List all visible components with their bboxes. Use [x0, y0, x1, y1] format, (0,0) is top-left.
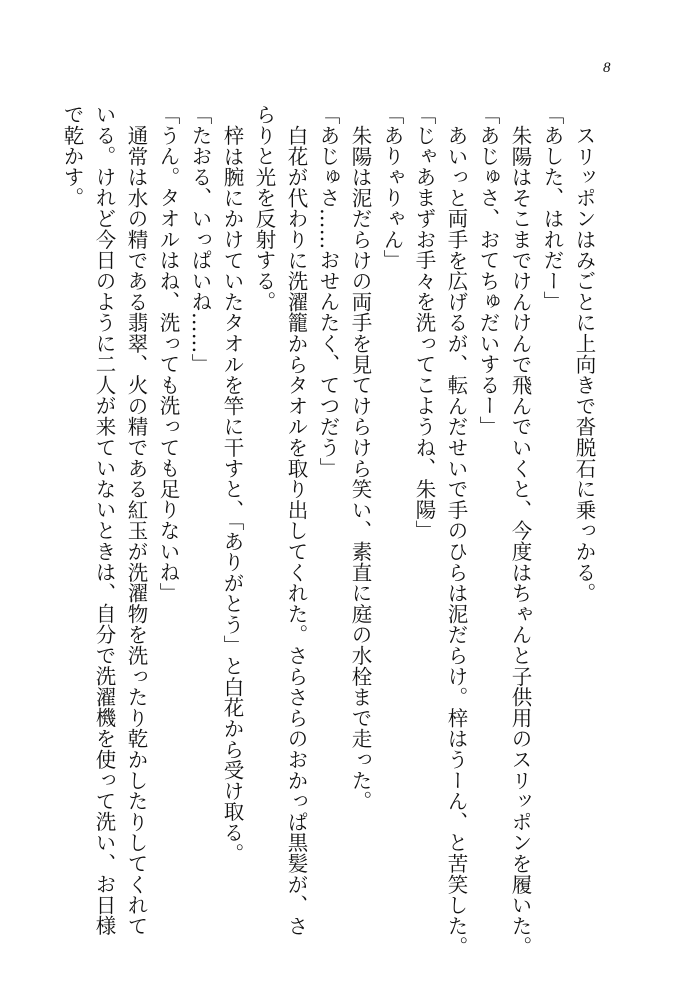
text-line: 「あじゅさ……おせんたく、てつだう」	[316, 104, 340, 479]
text-line: 白花が代わりに洗濯籠からタオルを取り出してくれた。さらさらのおかっぱ黒髪が、さ	[284, 124, 308, 936]
text-line: あいっと両手を広げるが、転んだせいで手のひらは泥だらけ。梓はうーん、と苦笑した。	[444, 124, 468, 957]
vertical-text-body	[56, 104, 600, 984]
page-number: 8	[603, 60, 611, 76]
text-line: らりと光を反射する。	[252, 104, 276, 312]
text-line: 「あした、はれだー」	[540, 104, 564, 312]
text-line: 「うん。タオルはね、洗っても洗っても足りないね」	[156, 104, 180, 604]
text-line: 通常は水の精である翡翠、火の精である紅玉が洗濯物を洗ったり乾かしたりしてくれて	[124, 124, 148, 936]
text-line: 「あじゅさ、おてちゅだいするー」	[476, 104, 500, 437]
text-line: 梓は腕にかけていたタオルを竿に干すと、「ありがとう」と白花から受け取る。	[220, 124, 244, 864]
text-line: 「じゃあまずお手々を洗ってこようね、朱陽」	[412, 104, 436, 541]
text-line: スリッポンはみごとに上向きで沓脱石に乗っかる。	[572, 124, 596, 603]
text-line: 「たおる、いっぱいね……」	[188, 104, 212, 375]
text-line: で乾かす。	[60, 104, 84, 208]
text-line: 朱陽は泥だらけの両手を見てけらけら笑い、素直に庭の水栓まで走った。	[348, 124, 372, 811]
text-line: 「ありゃりゃん」	[380, 104, 404, 271]
text-line: いる。けれど今日のように二人が来ていないときは、自分で洗濯機を使って洗い、お日様	[92, 104, 116, 936]
text-line: 朱陽はそこまでけんけんで飛んでいくと、今度はちゃんと子供用のスリッポンを履いた。	[508, 124, 532, 957]
